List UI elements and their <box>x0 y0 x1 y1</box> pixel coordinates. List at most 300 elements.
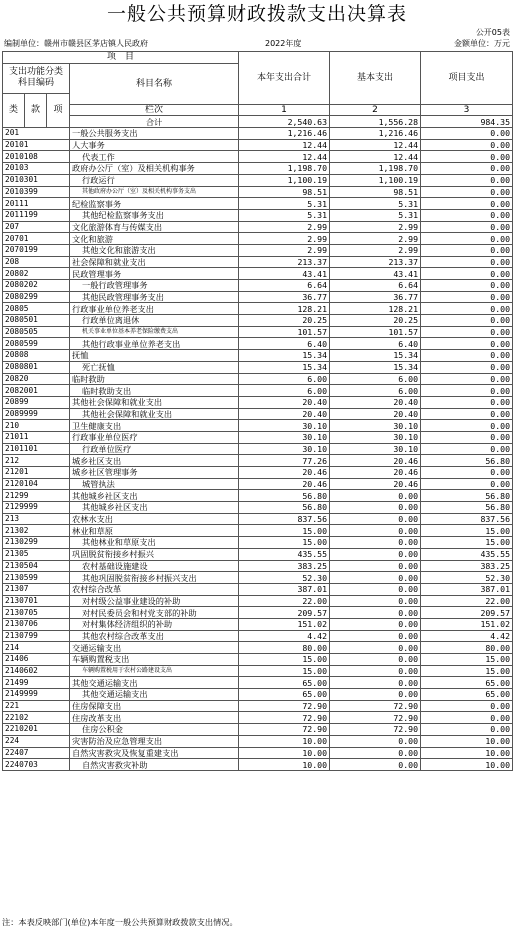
row-subject-name: 其他文化和旅游支出 <box>70 244 239 256</box>
row-subject-name: 抚恤 <box>70 350 239 362</box>
row-basic: 0.00 <box>330 630 421 642</box>
row-code: 2080801 <box>3 361 70 373</box>
table-row <box>3 396 513 408</box>
row-total: 15.00 <box>239 665 330 677</box>
row-total: 10.00 <box>239 747 330 759</box>
row-basic: 0.00 <box>330 513 421 525</box>
row-subject-name: 行政事业单位医疗 <box>70 431 239 443</box>
row-basic: 72.90 <box>330 700 421 712</box>
row-code: 2240703 <box>3 759 70 771</box>
row-code: 201 <box>3 128 70 140</box>
row-total: 128.21 <box>239 303 330 315</box>
row-project: 56.80 <box>421 502 513 514</box>
row-project: 0.00 <box>421 338 513 350</box>
header-kuan: 款 <box>25 93 47 127</box>
row-project: 15.00 <box>421 654 513 666</box>
row-project: 65.00 <box>421 689 513 701</box>
table-row <box>3 233 513 245</box>
row-total: 72.90 <box>239 724 330 736</box>
row-basic: 2.99 <box>330 233 421 245</box>
row-project: 0.00 <box>421 373 513 385</box>
row-code: 213 <box>3 513 70 525</box>
row-subject-name: 城管执法 <box>70 478 239 490</box>
row-code: 21302 <box>3 525 70 537</box>
row-code: 2089999 <box>3 408 70 420</box>
table-row <box>3 478 513 490</box>
row-subject-name: 对村民委员会和村党支部的补助 <box>70 607 239 619</box>
row-subject-name: 其他林业和草原支出 <box>70 537 239 549</box>
total-label: 合计 <box>70 116 239 128</box>
row-subject-name: 一般公共服务支出 <box>70 128 239 140</box>
row-total: 30.10 <box>239 431 330 443</box>
row-basic: 128.21 <box>330 303 421 315</box>
row-code: 2130799 <box>3 630 70 642</box>
row-code: 2101101 <box>3 443 70 455</box>
row-project: 0.00 <box>421 443 513 455</box>
row-total: 30.10 <box>239 420 330 432</box>
row-subject-name: 临时救助支出 <box>70 385 239 397</box>
row-total: 65.00 <box>239 689 330 701</box>
row-project: 0.00 <box>421 163 513 175</box>
row-code: 2130599 <box>3 572 70 584</box>
row-subject-name: 卫生健康支出 <box>70 420 239 432</box>
row-project: 0.00 <box>421 128 513 140</box>
row-total: 6.00 <box>239 373 330 385</box>
row-basic: 0.00 <box>330 689 421 701</box>
row-project: 0.00 <box>421 280 513 292</box>
row-project: 209.57 <box>421 607 513 619</box>
row-subject-name: 车辆购置税支出 <box>70 654 239 666</box>
row-subject-name: 民政管理事务 <box>70 268 239 280</box>
row-code: 210 <box>3 420 70 432</box>
row-subject-name: 其他民政管理事务支出 <box>70 291 239 303</box>
row-code: 20808 <box>3 350 70 362</box>
row-basic: 43.41 <box>330 268 421 280</box>
row-project: 0.00 <box>421 303 513 315</box>
row-total: 15.00 <box>239 654 330 666</box>
row-total: 15.34 <box>239 361 330 373</box>
table-row <box>3 700 513 712</box>
row-total: 387.01 <box>239 583 330 595</box>
row-project: 0.00 <box>421 139 513 151</box>
table-row <box>3 151 513 163</box>
row-total: 20.46 <box>239 467 330 479</box>
row-total: 12.44 <box>239 151 330 163</box>
table-row <box>3 431 513 443</box>
table-row <box>3 513 513 525</box>
row-code: 2120104 <box>3 478 70 490</box>
row-basic: 72.90 <box>330 712 421 724</box>
row-basic: 1,216.46 <box>330 128 421 140</box>
row-project: 0.00 <box>421 420 513 432</box>
row-project: 0.00 <box>421 174 513 186</box>
row-total: 6.00 <box>239 385 330 397</box>
row-project: 383.25 <box>421 560 513 572</box>
row-project: 22.00 <box>421 595 513 607</box>
row-basic: 101.57 <box>330 326 421 338</box>
table-row <box>3 677 513 689</box>
row-project: 80.00 <box>421 642 513 654</box>
row-subject-name: 对村集体经济组织的补助 <box>70 618 239 630</box>
row-subject-name: 文化和旅游 <box>70 233 239 245</box>
row-basic: 6.00 <box>330 373 421 385</box>
table-row <box>3 572 513 584</box>
table-row <box>3 326 513 338</box>
header-lei: 类 <box>3 93 25 127</box>
row-subject-name: 文化旅游体育与传媒支出 <box>70 221 239 233</box>
row-code: 21011 <box>3 431 70 443</box>
table-row <box>3 548 513 560</box>
row-code: 21305 <box>3 548 70 560</box>
row-project: 0.00 <box>421 350 513 362</box>
row-project: 387.01 <box>421 583 513 595</box>
row-subject-name: 其他社会保障和就业支出 <box>70 396 239 408</box>
row-total: 1,198.70 <box>239 163 330 175</box>
row-code: 21499 <box>3 677 70 689</box>
row-subject-name: 农林水支出 <box>70 513 239 525</box>
row-total: 43.41 <box>239 268 330 280</box>
table-row <box>3 537 513 549</box>
row-basic: 20.25 <box>330 315 421 327</box>
row-subject-name: 临时救助 <box>70 373 239 385</box>
row-basic: 98.51 <box>330 186 421 198</box>
row-project: 0.00 <box>421 315 513 327</box>
header-row-project <box>3 52 513 64</box>
row-code: 2130705 <box>3 607 70 619</box>
row-basic: 30.10 <box>330 420 421 432</box>
row-code: 2010301 <box>3 174 70 186</box>
table-row <box>3 724 513 736</box>
row-basic: 0.00 <box>330 654 421 666</box>
row-code: 212 <box>3 455 70 467</box>
row-code: 2011199 <box>3 209 70 221</box>
row-basic: 0.00 <box>330 595 421 607</box>
row-basic: 6.40 <box>330 338 421 350</box>
row-total: 10.00 <box>239 735 330 747</box>
row-code: 22407 <box>3 747 70 759</box>
row-basic: 0.00 <box>330 548 421 560</box>
row-project: 837.56 <box>421 513 513 525</box>
table-row <box>3 490 513 502</box>
row-project: 52.30 <box>421 572 513 584</box>
header-col-basic: 基本支出 <box>330 52 421 105</box>
row-basic: 15.34 <box>330 361 421 373</box>
row-project: 0.00 <box>421 396 513 408</box>
row-total: 72.90 <box>239 700 330 712</box>
row-code: 2140602 <box>3 665 70 677</box>
row-subject-name: 死亡抚恤 <box>70 361 239 373</box>
row-subject-name: 政府办公厅（室）及相关机构事务 <box>70 163 239 175</box>
row-total: 1,100.19 <box>239 174 330 186</box>
header-project: 项 目 <box>3 52 239 64</box>
header-xiang: 项 <box>47 93 70 127</box>
expenditure-table <box>2 51 513 771</box>
row-total: 209.57 <box>239 607 330 619</box>
row-total: 20.25 <box>239 315 330 327</box>
row-subject-name: 行政运行 <box>70 174 239 186</box>
row-total: 1,216.46 <box>239 128 330 140</box>
table-row <box>3 642 513 654</box>
row-subject-name: 住房改革支出 <box>70 712 239 724</box>
row-subject-name: 城乡社区支出 <box>70 455 239 467</box>
row-total: 5.31 <box>239 198 330 210</box>
table-row <box>3 665 513 677</box>
row-subject-name: 其他政府办公厅（室）及相关机构事务支出 <box>70 186 239 198</box>
row-project: 0.00 <box>421 198 513 210</box>
row-subject-name: 社会保障和就业支出 <box>70 256 239 268</box>
header-func-code: 支出功能分类科目编码 <box>3 63 70 93</box>
row-basic: 0.00 <box>330 618 421 630</box>
row-project: 0.00 <box>421 326 513 338</box>
row-total: 77.26 <box>239 455 330 467</box>
row-code: 2130299 <box>3 537 70 549</box>
row-basic: 0.00 <box>330 677 421 689</box>
row-total: 213.37 <box>239 256 330 268</box>
footnote: 注：本表反映部门(单位)本年度一般公共预算财政拨款支出情况。 <box>2 917 238 927</box>
row-project: 0.00 <box>421 467 513 479</box>
row-code: 2210201 <box>3 724 70 736</box>
row-total: 20.40 <box>239 396 330 408</box>
row-basic: 2.99 <box>330 244 421 256</box>
row-total: 837.56 <box>239 513 330 525</box>
row-subject-name: 交通运输支出 <box>70 642 239 654</box>
table-row <box>3 128 513 140</box>
row-project: 0.00 <box>421 700 513 712</box>
table-row <box>3 221 513 233</box>
row-project: 56.80 <box>421 490 513 502</box>
row-project: 65.00 <box>421 677 513 689</box>
table-row <box>3 747 513 759</box>
row-basic: 0.00 <box>330 665 421 677</box>
total-row <box>3 116 513 128</box>
row-basic: 0.00 <box>330 747 421 759</box>
row-total: 15.00 <box>239 525 330 537</box>
row-total: 80.00 <box>239 642 330 654</box>
row-code: 20805 <box>3 303 70 315</box>
row-project: 10.00 <box>421 759 513 771</box>
row-total: 30.10 <box>239 443 330 455</box>
row-basic: 0.00 <box>330 759 421 771</box>
table-row <box>3 163 513 175</box>
row-code: 2130706 <box>3 618 70 630</box>
row-code: 2070199 <box>3 244 70 256</box>
table-row <box>3 338 513 350</box>
row-total: 52.30 <box>239 572 330 584</box>
row-project: 0.00 <box>421 712 513 724</box>
row-total: 20.40 <box>239 408 330 420</box>
table-row <box>3 408 513 420</box>
table-row <box>3 467 513 479</box>
row-basic: 2.99 <box>330 221 421 233</box>
row-subject-name: 代表工作 <box>70 151 239 163</box>
row-total: 4.42 <box>239 630 330 642</box>
row-subject-name: 其他城乡社区支出 <box>70 502 239 514</box>
year-label: 2022年度 <box>265 39 302 48</box>
row-subject-name: 自然灾害救灾补助 <box>70 759 239 771</box>
row-total: 2.99 <box>239 233 330 245</box>
table-row <box>3 583 513 595</box>
row-code: 20820 <box>3 373 70 385</box>
row-total: 2.99 <box>239 244 330 256</box>
table-row <box>3 373 513 385</box>
header-no2: 2 <box>330 104 421 116</box>
table-row <box>3 209 513 221</box>
row-code: 21201 <box>3 467 70 479</box>
row-total: 101.57 <box>239 326 330 338</box>
unit-label: 编制单位：赣州市赣县区茅店镇人民政府 <box>4 39 148 48</box>
table-row <box>3 712 513 724</box>
row-basic: 1,198.70 <box>330 163 421 175</box>
row-basic: 20.46 <box>330 455 421 467</box>
row-total: 15.34 <box>239 350 330 362</box>
row-basic: 0.00 <box>330 537 421 549</box>
header-col-project: 项目支出 <box>421 52 513 105</box>
form-number: 公开05表 <box>475 28 510 37</box>
row-code: 2010108 <box>3 151 70 163</box>
row-subject-name: 其他巩固脱贫衔接乡村振兴支出 <box>70 572 239 584</box>
row-project: 0.00 <box>421 186 513 198</box>
table-row <box>3 560 513 572</box>
table-row <box>3 420 513 432</box>
row-subject-name: 农村基础设施建设 <box>70 560 239 572</box>
row-basic: 20.40 <box>330 408 421 420</box>
row-code: 2130504 <box>3 560 70 572</box>
row-project: 10.00 <box>421 735 513 747</box>
row-total: 15.00 <box>239 537 330 549</box>
table-row <box>3 315 513 327</box>
row-project: 0.00 <box>421 233 513 245</box>
row-subject-name: 自然灾害救灾及恢复重建支出 <box>70 747 239 759</box>
row-subject-name: 其他城乡社区支出 <box>70 490 239 502</box>
row-code: 20101 <box>3 139 70 151</box>
table-row <box>3 630 513 642</box>
row-total: 2.99 <box>239 221 330 233</box>
table-row <box>3 268 513 280</box>
row-subject-name: 其他社会保障和就业支出 <box>70 408 239 420</box>
row-total: 65.00 <box>239 677 330 689</box>
row-project: 0.00 <box>421 431 513 443</box>
table-row <box>3 350 513 362</box>
row-project: 0.00 <box>421 385 513 397</box>
row-total: 6.64 <box>239 280 330 292</box>
row-basic: 72.90 <box>330 724 421 736</box>
row-project: 0.00 <box>421 221 513 233</box>
row-subject-name: 其他交通运输支出 <box>70 677 239 689</box>
row-code: 221 <box>3 700 70 712</box>
total-basic: 1,556.28 <box>330 116 421 128</box>
row-total: 5.31 <box>239 209 330 221</box>
header-col-total: 本年支出合计 <box>239 52 330 105</box>
row-total: 20.46 <box>239 478 330 490</box>
table-row <box>3 291 513 303</box>
row-total: 383.25 <box>239 560 330 572</box>
table-row <box>3 244 513 256</box>
row-total: 10.00 <box>239 759 330 771</box>
row-code: 2082001 <box>3 385 70 397</box>
row-subject-name: 行政事业单位养老支出 <box>70 303 239 315</box>
row-basic: 0.00 <box>330 607 421 619</box>
row-basic: 6.64 <box>330 280 421 292</box>
row-basic: 12.44 <box>330 139 421 151</box>
row-project: 0.00 <box>421 268 513 280</box>
table-row <box>3 759 513 771</box>
row-subject-name: 纪检监察事务 <box>70 198 239 210</box>
total-sum: 2,540.63 <box>239 116 330 128</box>
money-unit-label: 金额单位：万元 <box>454 39 510 48</box>
table-row <box>3 186 513 198</box>
table-row <box>3 595 513 607</box>
row-basic: 20.40 <box>330 396 421 408</box>
row-total: 12.44 <box>239 139 330 151</box>
table-row <box>3 361 513 373</box>
row-basic: 213.37 <box>330 256 421 268</box>
row-total: 98.51 <box>239 186 330 198</box>
row-subject-name: 其他行政事业单位养老支出 <box>70 338 239 350</box>
row-basic: 12.44 <box>330 151 421 163</box>
row-basic: 20.46 <box>330 467 421 479</box>
row-basic: 0.00 <box>330 572 421 584</box>
row-project: 0.00 <box>421 408 513 420</box>
header-row-colno <box>3 104 513 116</box>
row-project: 15.00 <box>421 665 513 677</box>
row-subject-name: 城乡社区管理事务 <box>70 467 239 479</box>
row-code: 208 <box>3 256 70 268</box>
row-code: 224 <box>3 735 70 747</box>
row-subject-name: 巩固脱贫衔接乡村振兴 <box>70 548 239 560</box>
row-subject-name: 机关事业单位基本养老保险缴费支出 <box>70 326 239 338</box>
row-subject-name: 灾害防治及应急管理支出 <box>70 735 239 747</box>
row-subject-name: 住房保障支出 <box>70 700 239 712</box>
row-code: 2080501 <box>3 315 70 327</box>
row-basic: 0.00 <box>330 642 421 654</box>
table-row <box>3 654 513 666</box>
table-row <box>3 607 513 619</box>
row-code: 2129999 <box>3 502 70 514</box>
row-subject-name: 其他纪检监察事务支出 <box>70 209 239 221</box>
row-basic: 0.00 <box>330 735 421 747</box>
row-code: 2130701 <box>3 595 70 607</box>
row-project: 0.00 <box>421 244 513 256</box>
row-subject-name: 其他交通运输支出 <box>70 689 239 701</box>
row-code: 20103 <box>3 163 70 175</box>
table-row <box>3 618 513 630</box>
header-subject-name: 科目名称 <box>70 63 239 104</box>
total-project: 984.35 <box>421 116 513 128</box>
row-project: 56.80 <box>421 455 513 467</box>
row-project: 10.00 <box>421 747 513 759</box>
row-project: 4.42 <box>421 630 513 642</box>
row-code: 20701 <box>3 233 70 245</box>
row-code: 20111 <box>3 198 70 210</box>
row-basic: 0.00 <box>330 525 421 537</box>
row-total: 36.77 <box>239 291 330 303</box>
row-code: 2149999 <box>3 689 70 701</box>
table-row <box>3 174 513 186</box>
header-no1: 1 <box>239 104 330 116</box>
row-subject-name: 农村综合改革 <box>70 583 239 595</box>
row-code: 207 <box>3 221 70 233</box>
row-subject-name: 住房公积金 <box>70 724 239 736</box>
row-subject-name: 人大事务 <box>70 139 239 151</box>
row-project: 0.00 <box>421 724 513 736</box>
row-basic: 0.00 <box>330 502 421 514</box>
table-row <box>3 525 513 537</box>
row-subject-name: 一般行政管理事务 <box>70 280 239 292</box>
row-basic: 5.31 <box>330 209 421 221</box>
row-total: 72.90 <box>239 712 330 724</box>
row-basic: 6.00 <box>330 385 421 397</box>
report-title: 一般公共预算财政拨款支出决算表 <box>106 3 407 25</box>
